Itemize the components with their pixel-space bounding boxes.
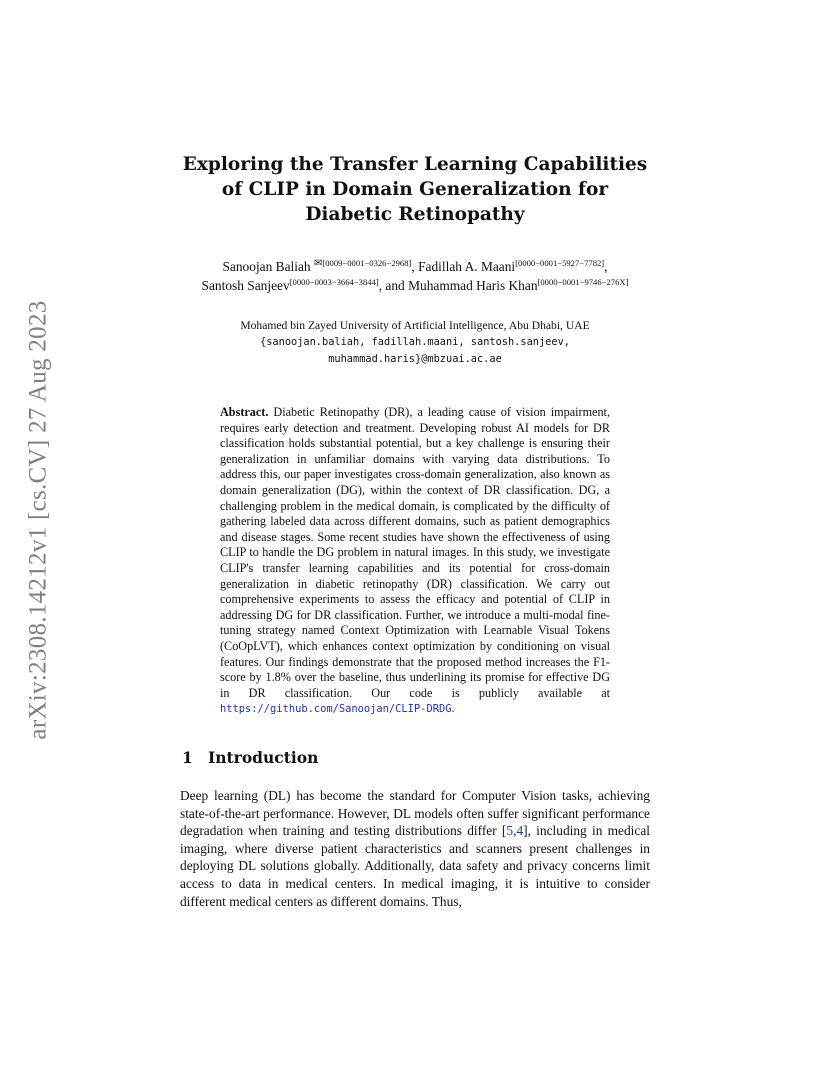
abstract-text: Diabetic Retinopathy (DR), a leading cause of vision impairment, requires early detection and treatment. Developing robust AI models for DR classification holds substantial potential, but a key challenge is ensuring their generalization in unfamiliar domains with varying data distributions. To address this, our paper investigates cross-domain generalization, also known as domain generalization (DG), within the context of DR classification. DG, a challenging problem in the medical domain, is complicated by the difficulty of gathering labeled data across different domains, such as patient demographics and disease stages. Some recent studies have shown the effectiveness of using CLIP to handle the DG problem in natural images. In this study, we investigate CLIP's transfer learning capabilities and its potential for cross-domain generalization in diabetic retinopathy (DR) classification. We carry out comprehensive experiments to assess the efficacy and potential of CLIP in addressing DG for DR classification. Further, we introduce a multi-modal fine-tuning strategy named Context Optimization with Learnable Visual Tokens (CoOpLVT), which enhances context optimization by conditioning on visual features. Our findings demonstrate that the proposed method increases the F1-score by 1.8% over the baseline, thus underlining its promise for effective DG in DR classification. Our code is publicly available at bbox=[220, 405, 610, 700]
body-text-part: Deep learning (DL) has become the standard for Computer Vision tasks, achieving state-of-the-art performance. However, DL models often suffer significant performance degradation when training and testing distributions differ [ bbox=[180, 788, 650, 839]
abstract bbox=[220, 405, 610, 718]
orcid-id: [0009−0001−0326−2968] bbox=[322, 258, 412, 268]
abstract-label: Abstract. bbox=[220, 405, 269, 419]
citation-link[interactable]: 5 bbox=[506, 823, 514, 839]
code-link[interactable]: https://github.com/Sanoojan/CLIP-DRDG bbox=[220, 703, 452, 716]
orcid-id: [0000−0003−3664−3844] bbox=[289, 277, 379, 287]
author-separator: , bbox=[411, 259, 419, 274]
author-emails: {sanoojan.baliah, fadillah.maani, santosh.sanjeev, bbox=[260, 336, 570, 348]
author-separator: , bbox=[604, 259, 608, 274]
author-name: Sanoojan Baliah bbox=[222, 259, 311, 274]
paper-title: Exploring the Transfer Learning Capabilities of CLIP in Domain Generalization for Diabetic Retinopathy bbox=[182, 154, 648, 225]
abstract-end: . bbox=[451, 701, 455, 716]
author-emails: muhammad.haris}@mbzuai.ac.ae bbox=[328, 353, 502, 365]
author-name: Muhammad Haris Khan bbox=[408, 278, 538, 293]
section-body bbox=[180, 787, 650, 910]
orcid-id: [0000−0001−9746−276X] bbox=[537, 277, 629, 287]
body-text-part: ], including in medical imaging, where diverse patient characteristics and scanners present challenges in deploying DL solutions globally. Additionally, data safety and privacy concerns limit access to data in medical centers. In medical imaging, it is intuitive to consider different medical centers as different domains. Thus, bbox=[180, 823, 650, 909]
affiliation: Mohamed bin Zayed University of Artificial Intelligence, Abu Dhabi, UAE bbox=[240, 319, 590, 332]
arxiv-sidebar bbox=[22, 280, 56, 760]
author-separator: , and bbox=[378, 278, 409, 293]
envelope-icon: ✉ bbox=[313, 258, 323, 269]
orcid-id: [0000−0001−5927−7782] bbox=[515, 258, 605, 268]
section-title: Introduction bbox=[208, 748, 319, 767]
affiliation-block bbox=[180, 317, 650, 368]
author-list bbox=[180, 254, 650, 295]
section-number: 1 bbox=[182, 748, 193, 767]
citation-separator: , bbox=[513, 823, 517, 839]
section-heading bbox=[182, 748, 318, 767]
author-name: Fadillah A. Maani bbox=[418, 259, 516, 274]
arxiv-identifier: arXiv:2308.14212v1 [cs.CV] 27 Aug 2023 bbox=[25, 300, 52, 740]
author-name: Santosh Sanjeev bbox=[201, 278, 290, 293]
citation-link[interactable]: 4 bbox=[516, 823, 524, 839]
